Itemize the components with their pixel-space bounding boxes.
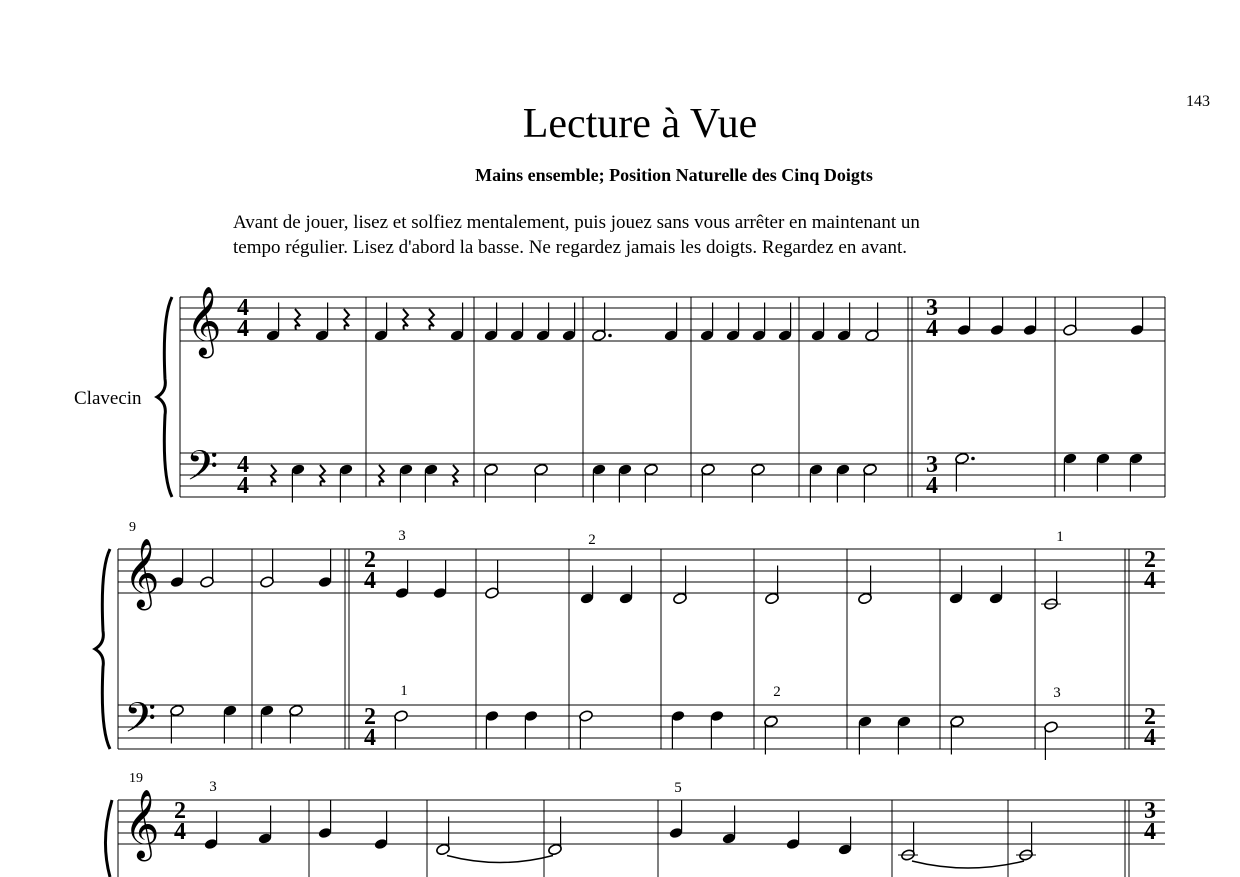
time-signature-top: 4 — [237, 452, 249, 478]
score-layer — [95, 287, 1165, 877]
brace — [105, 800, 112, 877]
time-signature-bottom: 4 — [174, 819, 186, 845]
time-signature-bottom: 4 — [237, 473, 249, 499]
augmentation-dot — [608, 334, 612, 338]
time-signature-top: 2 — [364, 704, 376, 730]
measure-number: 9 — [129, 520, 136, 535]
fingering: 1 — [400, 683, 408, 699]
instructions-line-2: tempo régulier. Lisez d'abord la basse. Ne regardez jamais les doigts. Regardez en avant. — [233, 237, 907, 258]
page-title: Lecture à Vue — [522, 101, 758, 147]
score-text-layer — [74, 295, 1156, 845]
page-number: 143 — [1186, 93, 1210, 110]
bass-clef: 𝄢 — [186, 443, 219, 499]
time-signature-bottom: 4 — [1144, 819, 1156, 845]
tie — [912, 861, 1024, 868]
instructions-line-1: Avant de jouer, lisez et solfiez mentalement, puis jouez sans vous arrêter en maintenant un — [233, 212, 920, 233]
fingerings — [209, 779, 682, 796]
time-signature-top: 3 — [926, 295, 938, 321]
augmentation-dot — [971, 457, 975, 461]
time-signature-bottom: 4 — [364, 568, 376, 594]
treble-clef: 𝄞 — [124, 540, 160, 606]
time-signature-bottom: 4 — [1144, 568, 1156, 594]
page-subtitle: Mains ensemble; Position Naturelle des Cinq Doigts — [475, 165, 873, 185]
bass-clef: 𝄢 — [124, 695, 157, 751]
treble-clef: 𝄞 — [186, 288, 222, 354]
time-signature-top: 2 — [1144, 704, 1156, 730]
time-signature-bottom: 4 — [926, 473, 938, 499]
fingering: 3 — [209, 779, 217, 795]
tie — [447, 856, 553, 863]
fingering: 2 — [588, 532, 596, 548]
time-signature — [364, 547, 1156, 751]
fingerings — [398, 528, 1064, 701]
time-signature-bottom: 4 — [364, 725, 376, 751]
fingering: 3 — [1053, 685, 1061, 701]
fingering: 3 — [398, 528, 406, 544]
measure-number: 19 — [129, 771, 143, 786]
fingering: 5 — [674, 780, 682, 796]
fingering: 2 — [773, 684, 781, 700]
time-signature-bottom: 4 — [926, 316, 938, 342]
time-signature-bottom: 4 — [1144, 725, 1156, 751]
brace — [157, 297, 172, 497]
fingering: 1 — [1056, 529, 1064, 545]
instrument-label: Clavecin — [74, 388, 142, 409]
time-signature-top: 3 — [1144, 798, 1156, 824]
time-signature-top: 4 — [237, 295, 249, 321]
brace — [95, 549, 110, 749]
time-signature-top: 3 — [926, 452, 938, 478]
time-signature-top: 2 — [1144, 547, 1156, 573]
treble-clef: 𝄞 — [124, 791, 160, 857]
time-signature-bottom: 4 — [237, 316, 249, 342]
time-signature-top: 2 — [364, 547, 376, 573]
time-signature-top: 2 — [174, 798, 186, 824]
